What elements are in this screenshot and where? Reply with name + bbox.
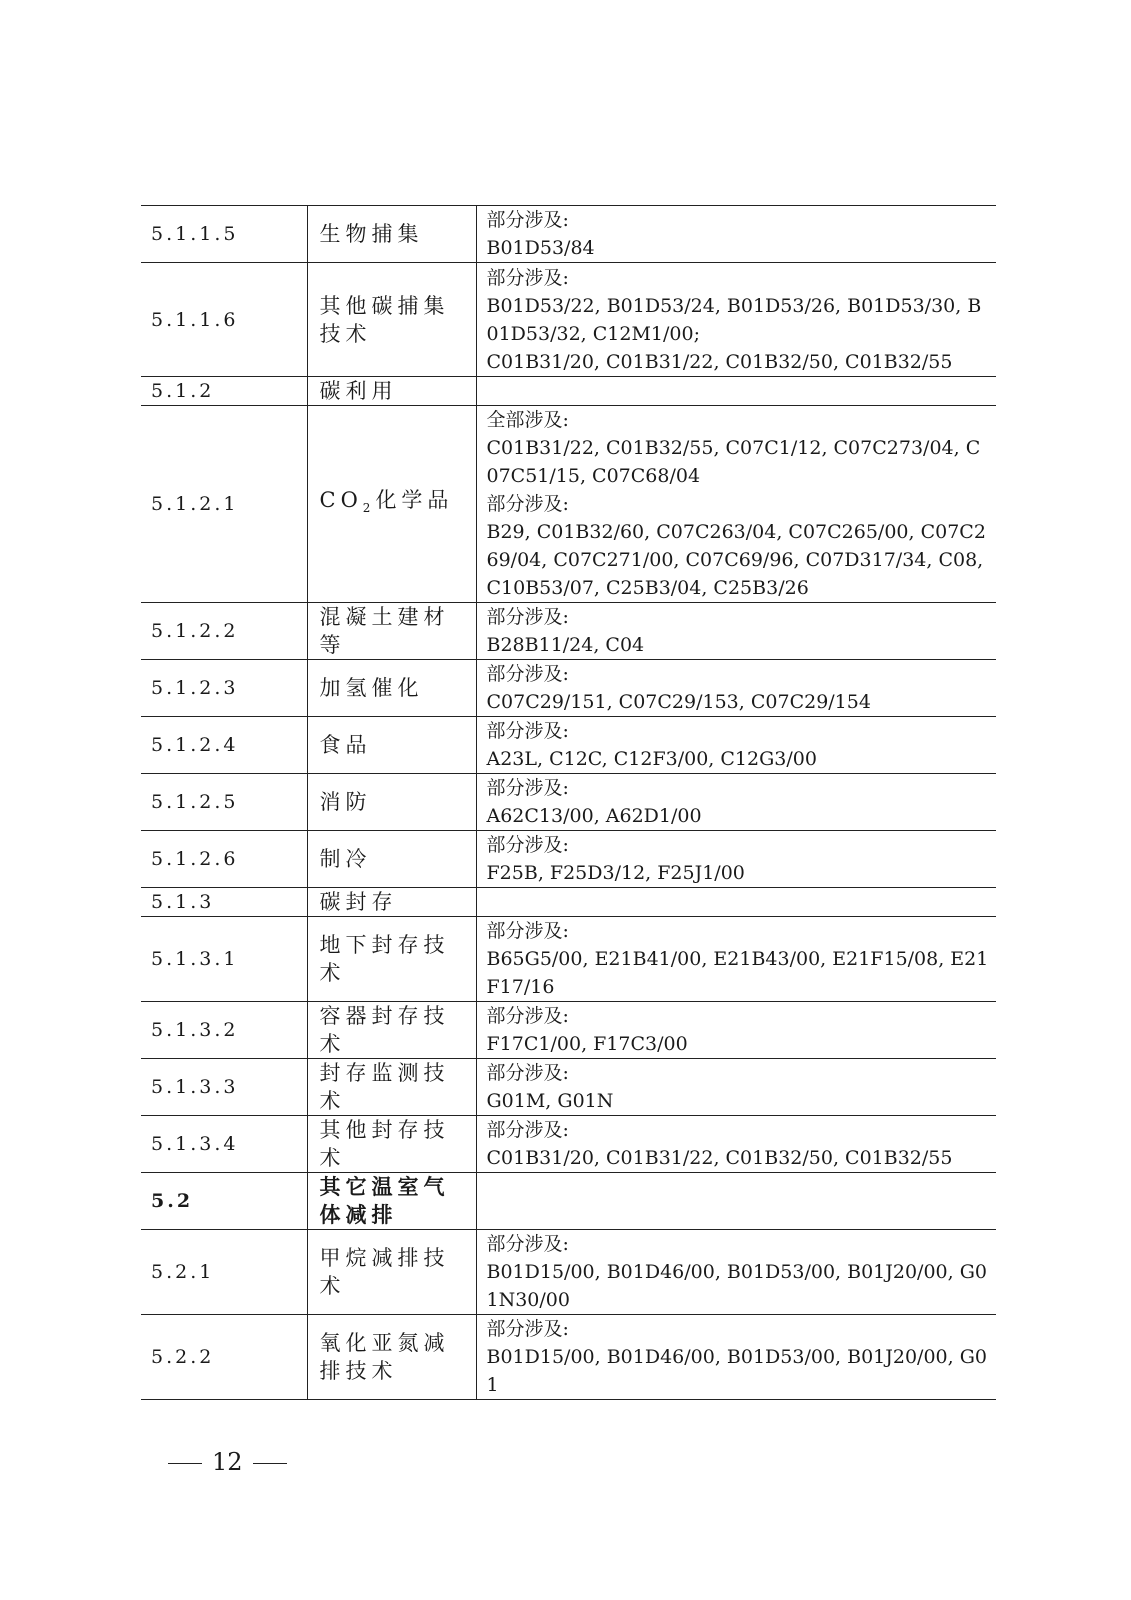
row-code: 5.1.3.1 (151, 948, 239, 970)
row-ipc-codes: 部分涉及: A23L, C12C, C12F3/00, C12G3/00 (486, 720, 817, 770)
row-code: 5.2 (151, 1190, 194, 1212)
row-code: 5.1.1.6 (151, 308, 239, 331)
row-name: 生物捕集 (319, 222, 424, 246)
row-name: 地下封存技术 (319, 933, 450, 985)
row-ipc-codes: 部分涉及: F25B, F25D3/12, F25J1/00 (486, 834, 745, 884)
table-row (141, 263, 996, 377)
classification-table (141, 205, 996, 1400)
row-name: 其他碳捕集技术 (319, 293, 450, 346)
table-row (141, 603, 996, 660)
subscript: 2 (362, 501, 376, 516)
dash-left (168, 1463, 202, 1465)
row-ipc-codes: 部分涉及: B01D53/84 (486, 209, 595, 259)
table-row (141, 717, 996, 774)
table-row (141, 1230, 996, 1315)
table-row (141, 206, 996, 263)
row-name: 碳利用 (319, 379, 398, 403)
row-name: 其它温室气体减排 (319, 1174, 450, 1227)
table-row (141, 888, 996, 917)
row-code: 5.1.2.4 (151, 734, 239, 756)
row-code: 5.1.2.5 (151, 791, 239, 813)
table-row (141, 1116, 996, 1173)
row-ipc-codes: 部分涉及: B01D15/00, B01D46/00, B01D53/00, B01J20/00, G01N30/00 (486, 1233, 987, 1311)
page-number: 12 (212, 1448, 243, 1476)
row-name: 氧化亚氮减排技术 (319, 1331, 450, 1383)
row-name: 消防 (319, 790, 372, 814)
row-code: 5.2.2 (151, 1346, 215, 1368)
row-code: 5.1.2 (151, 380, 215, 402)
row-ipc-codes: 部分涉及: B01D53/22, B01D53/24, B01D53/26, B01D53/30, B01D53/32, C12M1/00; C01B31/20, C01B31/22, C01B32/50, C01B32/55 (486, 266, 982, 373)
table-row (141, 1059, 996, 1116)
row-code: 5.1.3 (151, 891, 215, 913)
row-ipc-codes: 部分涉及: B65G5/00, E21B41/00, E21B43/00, E21F15/08, E21F17/16 (486, 920, 989, 998)
row-name: 其他封存技术 (319, 1118, 450, 1170)
row-code: 5.1.2.1 (151, 493, 239, 515)
row-name: 甲烷减排技术 (319, 1246, 450, 1298)
row-ipc-codes: 部分涉及: C01B31/20, C01B31/22, C01B32/50, C01B32/55 (486, 1119, 953, 1169)
row-code: 5.1.3.2 (151, 1019, 239, 1041)
table-row (141, 377, 996, 406)
row-code: 5.1.3.4 (151, 1133, 239, 1155)
row-name: 加氢催化 (319, 676, 424, 700)
row-name: 混凝土建材等 (319, 605, 450, 657)
table-row-section (141, 1173, 996, 1230)
row-code: 5.1.1.5 (151, 223, 239, 245)
row-code: 5.2.1 (151, 1261, 215, 1283)
row-code: 5.1.2.3 (151, 677, 239, 699)
dash-right (253, 1463, 287, 1465)
row-name-suffix: 化学品 (375, 487, 454, 512)
row-code: 5.1.2.2 (151, 620, 239, 642)
row-name (308, 486, 476, 522)
row-ipc-codes: 部分涉及: A62C13/00, A62D1/00 (486, 777, 702, 827)
table-row (141, 774, 996, 831)
table-row (141, 660, 996, 717)
table-row (141, 406, 996, 603)
row-ipc-codes: 部分涉及: G01M, G01N (486, 1062, 614, 1112)
table-row (141, 917, 996, 1002)
page-footer (168, 1448, 287, 1476)
table-row (141, 831, 996, 888)
row-name: 食品 (319, 733, 372, 757)
row-ipc-codes: 部分涉及: B01D15/00, B01D46/00, B01D53/00, B01J20/00, G01 (486, 1318, 987, 1396)
row-name: 容器封存技术 (319, 1004, 450, 1056)
row-code: 5.1.3.3 (151, 1076, 239, 1098)
table-row (141, 1315, 996, 1400)
row-name: 封存监测技术 (319, 1061, 450, 1113)
row-ipc-codes: 部分涉及: B28B11/24, C04 (486, 606, 645, 656)
chem-formula: CO (319, 487, 363, 512)
row-ipc-codes: 部分涉及: F17C1/00, F17C3/00 (486, 1005, 688, 1055)
row-name: 制冷 (319, 847, 372, 871)
row-code: 5.1.2.6 (151, 848, 239, 870)
row-ipc-codes: 全部涉及: C01B31/22, C01B32/55, C07C1/12, C07C273/04, C07C51/15, C07C68/04 部分涉及: B29, C01B32/60, C07C263/04, C07C265/00, C07C269/04, C07C271/00, C07C69/96, C07D317/34, C08, C10B53/07, C25B3/04, C25B3/26 (486, 409, 986, 599)
row-name: 碳封存 (319, 890, 398, 914)
row-ipc-codes: 部分涉及: C07C29/151, C07C29/153, C07C29/154 (486, 663, 871, 713)
table-row (141, 1002, 996, 1059)
